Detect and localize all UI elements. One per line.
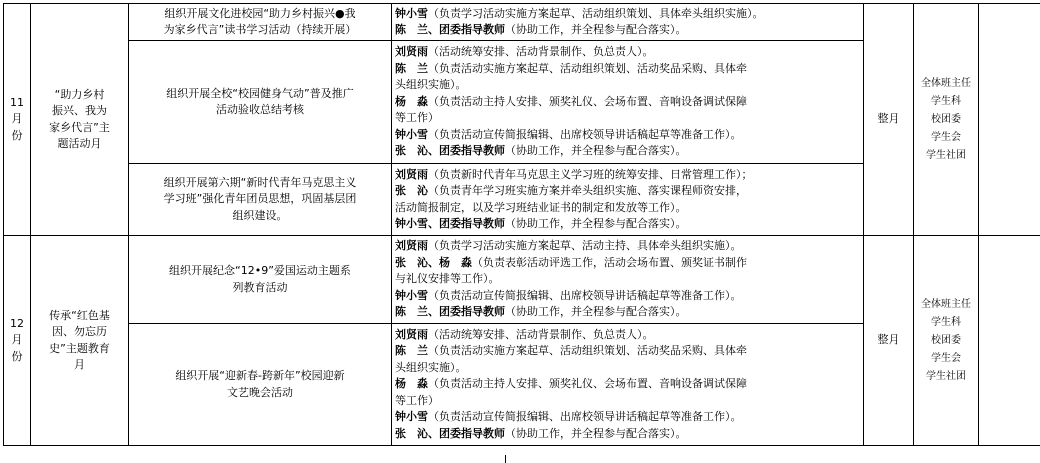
department-cell: 全体班主任 学生科 校团委 学生会 学生社团	[914, 236, 979, 446]
activity-cell: 组织开展全校“校园健身气动”普及推广 活动验收总结考核	[129, 41, 392, 164]
theme-cell: “助力乡村 振兴、我为 家乡代言”主 题活动月	[31, 4, 129, 236]
duty-line: 钟小雪（负责活动宣传简报编辑、出席校领导讲话稿起草等准备工作）。	[395, 127, 742, 141]
theme-cell: 传承“红色基 因、勿忘历 史”主题教育 月	[31, 236, 129, 446]
activity-cell: 组织开展纪念“12•9”爱国运动主题系 列教育活动	[129, 236, 392, 324]
duty-line: 钟小雪、团委指导教师（协助工作，并全程参与配合落实）。	[395, 217, 687, 230]
duty-line: 钟小雪（负责学习活动实施方案起草、活动组织策划、具体牵头组织实施）。	[395, 6, 764, 20]
duty-line: 张 沁（负责青年学习班实施方案并牵头组织实施、落实课程师资安排，	[395, 184, 747, 197]
duty-line: 钟小雪（负责活动宣传简报编辑、出席校领导讲话稿起草等准备工作）。	[395, 410, 742, 424]
time-cell: 整月	[864, 236, 914, 446]
activity-plan-table	[3, 3, 1040, 446]
duty-line: 陈 兰（负责活动实施方案起草、活动组织策划、活动奖品采购、具体牵	[395, 61, 747, 75]
duty-line: 张 沁、团委指导教师（协助工作，并全程参与配合落实）。	[395, 426, 687, 440]
duty-line: 刘贤雨（活动统筹安排、活动背景制作、负总责人）。	[395, 327, 654, 341]
duty-line: 等工作）	[395, 393, 439, 407]
duties-cell	[392, 164, 864, 236]
duty-line: 头组织实施）。	[395, 360, 467, 374]
duties-cell	[392, 4, 864, 41]
time-cell: 整月	[864, 4, 914, 236]
duty-line: 陈 兰、团委指导教师（协助工作，并全程参与配合落实）。	[395, 305, 687, 319]
activity-cell: 组织开展文化进校园“助力乡村振兴●我 为家乡代言”读书学习活动（持续开展）	[129, 4, 392, 41]
table-row	[4, 4, 1040, 41]
duty-line: 张 沁、团委指导教师（协助工作，并全程参与配合落实）。	[395, 144, 687, 158]
duties-cell	[392, 236, 864, 324]
duty-line: 活动简报制定，以及学习班结业证书的制定和发放等工作）。	[395, 200, 687, 214]
duty-line: 头组织实施）。	[395, 78, 467, 92]
department-cell: 全体班主任 学生科 校团委 学生会 学生社团	[914, 4, 979, 236]
duty-line: 刘贤雨（负责新时代青年马克思主义学习班的统筹安排、日常管理工作）；	[395, 167, 753, 181]
page-edge-mark	[505, 455, 506, 463]
duties-cell	[392, 41, 864, 164]
duty-line: 等工作）	[395, 111, 439, 125]
duty-line: 陈 兰（负责活动实施方案起草、活动组织策划、活动奖品采购、具体牵	[395, 344, 747, 358]
duties-cell	[392, 324, 864, 446]
duty-line: 刘贤雨（负责学习活动实施方案起草、活动主持、具体牵头组织实施）。	[395, 239, 742, 253]
duty-line: 刘贤雨（活动统筹安排、活动背景制作、负总责人）。	[395, 45, 654, 59]
table-row	[4, 236, 1040, 324]
duty-line: 张 沁、杨 淼（负责表彰活动评选工作，活动会场布置、颁奖证书制作	[395, 255, 747, 269]
activity-cell: 组织开展“迎新春-跨新年”校园迎新 文艺晚会活动	[129, 324, 392, 446]
empty-cell	[979, 4, 1040, 236]
duty-line: 钟小雪（负责活动宣传简报编辑、出席校领导讲话稿起草等准备工作）。	[395, 288, 742, 302]
duty-line: 杨 淼（负责活动主持人安排、颁奖礼仪、会场布置、音响设备调试保障	[395, 94, 747, 108]
duty-line: 杨 淼（负责活动主持人安排、颁奖礼仪、会场布置、音响设备调试保障	[395, 377, 747, 391]
duty-line: 与礼仪安排等工作）。	[395, 272, 500, 286]
month-cell: 11 月 份	[4, 4, 31, 236]
activity-cell: 组织开展第六期“新时代青年马克思主义 学习班”强化青年团员思想，巩固基层团 组织建设。	[129, 164, 392, 236]
month-cell: 12 月 份	[4, 236, 31, 446]
duty-line: 陈 兰、团委指导教师（协助工作，并全程参与配合落实）。	[395, 23, 687, 36]
empty-cell	[979, 236, 1040, 446]
